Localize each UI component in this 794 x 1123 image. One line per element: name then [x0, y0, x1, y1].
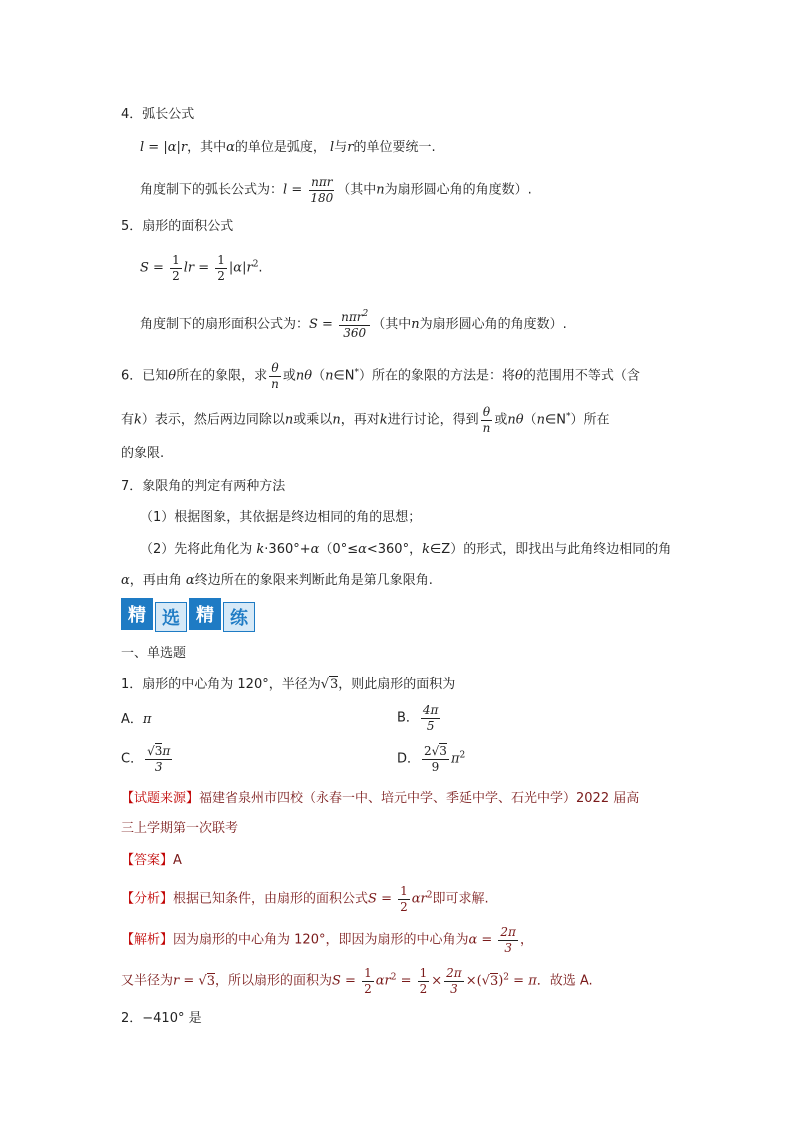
- question-source: 【试题来源】福建省泉州市四校（永春一中、培元中学、季延中学、石光中学）2022 届高: [121, 791, 640, 806]
- section-4-heading: 4．弧长公式: [121, 107, 195, 122]
- answer-line: 【答案】A: [121, 853, 182, 868]
- practice-banner: [121, 598, 255, 630]
- banner-char-4: 练: [223, 602, 255, 632]
- banner-char-2: 选: [155, 602, 187, 632]
- section-7-item-2: （2）先将此角化为 k·360°+α（0°≤α<360°，k∈Z）的形式，即找出与此角终边相同的角: [140, 542, 672, 557]
- section-7-item-1: （1）根据图象，其依据是终边相同的角的思想；: [140, 510, 422, 525]
- section-6-line-3: 的象限.: [121, 446, 165, 461]
- arc-length-degree-formula: 角度制下的弧长公式为：l = $\frac{\text{nπr}}{180}$ （其中n为扇形圆心角的角度数）.: [140, 175, 532, 205]
- option-b: B． $\frac{4\pi}{5}$: [397, 703, 439, 733]
- solution-line-2: 又半径为r = √3，所以扇形的面积为S = $\frac{1}{2}$ $\alpha r^2$ = $\frac{1}{2}$ × $\frac{2\pi}{3}$ $\times(√3)^2 = \pi$．故选 A.: [121, 966, 593, 996]
- section-title: 一、单选题: [121, 646, 187, 661]
- sector-area-formula: S = $\frac{1}{2}$ lr = $\frac{1}{2}$ $|\alpha|r^2$.: [140, 253, 263, 283]
- option-d: D． $\frac{2√3}{9}$ $\pi^2$: [397, 744, 466, 774]
- section-6-line-1: 6．已知θ所在的象限，求 $\frac{\theta}{n}$ 或nθ（n∈N*）所在的象限的方法是：将θ的范围用不等式（含: [121, 361, 640, 391]
- section-7-heading: 7．象限角的判定有两种方法: [121, 479, 286, 494]
- banner-char-1: 精: [121, 598, 153, 630]
- section-5-heading: 5．扇形的面积公式: [121, 219, 234, 234]
- solution-line-1: 【解析】因为扇形的中心角为 120°，即因为扇形的中心角为α = $\frac{2\pi}{3}$ ，: [121, 925, 533, 955]
- analysis-line: 【分析】根据已知条件，由扇形的面积公式S = $\frac{1}{2}$ $\alpha r^2$即可求解.: [121, 884, 489, 914]
- question-1-stem: 1．扇形的中心角为 120°，半径为√3，则此扇形的面积为: [121, 677, 456, 692]
- option-a: A．π: [121, 712, 152, 727]
- section-7-item-2-cont: α，再由角 α终边所在的象限来判断此角是第几象限角.: [121, 573, 433, 588]
- sector-area-degree-formula: 角度制下的扇形面积公式为：S = $\frac{n\pi r^2}{360}$ （其中n为扇形圆心角的角度数）.: [140, 309, 567, 340]
- arc-length-formula: l = |α|r，其中α的单位是弧度， l与r的单位要统一.: [140, 140, 436, 155]
- option-c: C． $\frac{√3\pi}{3}$: [121, 744, 171, 774]
- banner-char-3: 精: [189, 598, 221, 630]
- question-source-cont: 三上学期第一次联考: [121, 821, 239, 836]
- section-6-line-2: 有k）表示，然后两边同除以n或乘以n，再对k进行讨论，得到 $\frac{\theta}{n}$ 或nθ（n∈N*）所在: [121, 405, 610, 435]
- question-2-stem: 2．−410° 是: [121, 1011, 202, 1026]
